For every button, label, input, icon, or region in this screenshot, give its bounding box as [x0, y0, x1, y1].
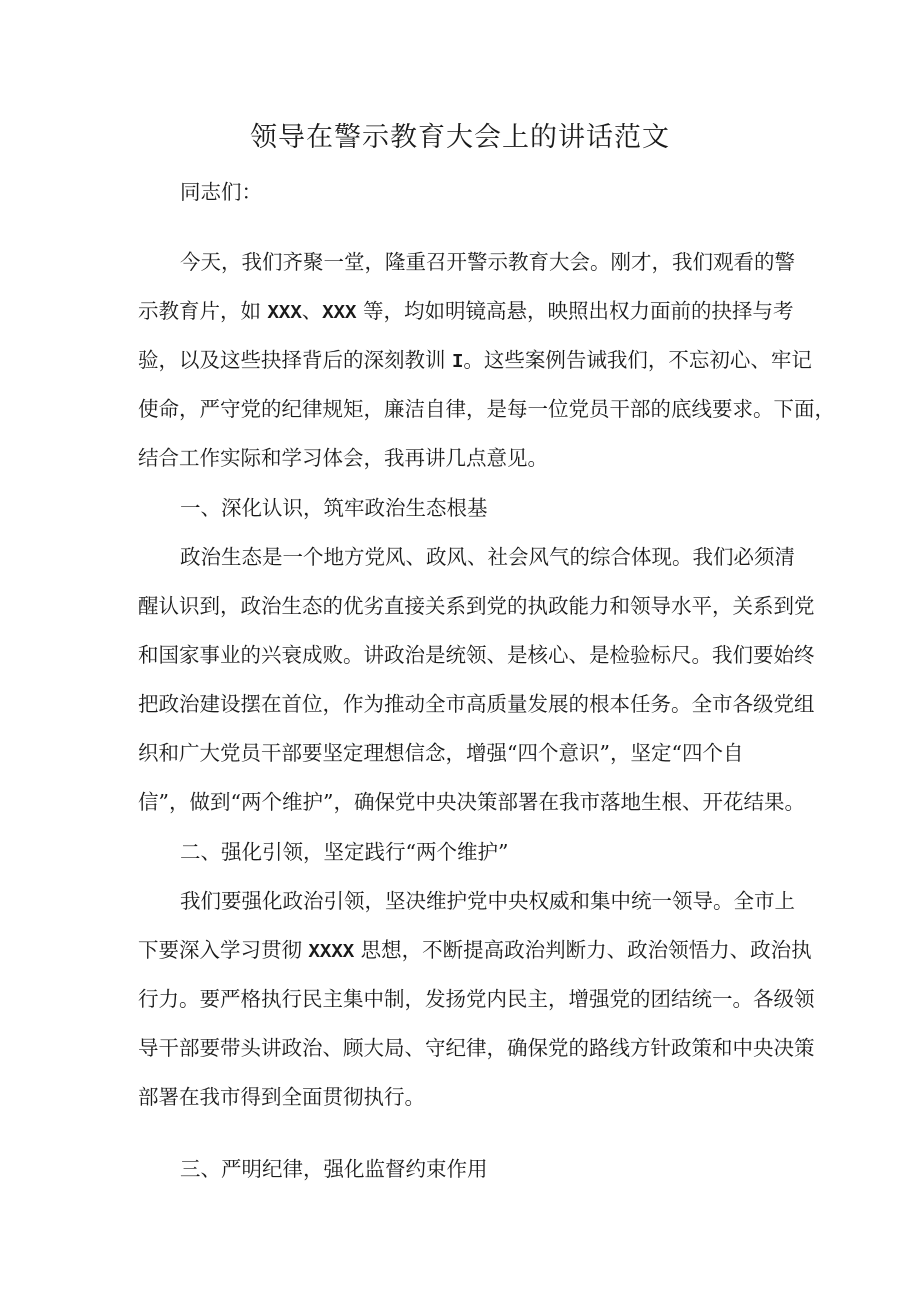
- section-2-line-2-text-c: 思想，不断提高政治判断力、政治领悟力、政治执: [354, 938, 812, 962]
- section-2-line-2: [138, 930, 812, 970]
- section-2-line-3: 行力。要严格执行民主集中制，发扬党内民主，增强党的团结统一。各级领: [138, 987, 815, 1011]
- section-2-line-4: 导干部要带头讲政治、顾大局、守纪律，确保党的路线方针政策和中央决策: [138, 1036, 815, 1060]
- intro-line-2: [138, 291, 793, 331]
- section-2-line-5: 部署在我市得到全面贯彻执行。: [138, 1085, 425, 1109]
- intro-line-4: 使命，严守党的纪律规矩，廉洁自律，是每一位党员干部的底线要求。下面，: [138, 397, 835, 421]
- placeholder-name-2: XXX: [322, 302, 357, 324]
- section-1-line-3: 和国家事业的兴衰成败。讲政治是统领、是核心、是检验标尺。我们要始终: [138, 643, 815, 667]
- section-1-line-4: 把政治建设摆在首位，作为推动全市高质量发展的根本任务。全市各级党组: [138, 692, 815, 716]
- section-2-line-1: 我们要强化政治引领，坚决维护党中央权威和集中统一领导。全市上: [180, 889, 795, 913]
- intro-line-3-text-a: 验，以及这些抉择背后的深刻教训: [138, 348, 453, 372]
- intro-line-5: 结合工作实际和学习体会，我再讲几点意见。: [138, 446, 548, 470]
- intro-line-1: 今天，我们齐聚一堂，隆重召开警示教育大会。刚才，我们观看的警: [180, 250, 795, 274]
- section-1-line-5: 织和广大党员干部要坚定理想信念，增强“四个意识”，坚定“四个自: [138, 741, 744, 765]
- intro-line-3: [138, 340, 812, 380]
- section-3-heading: 三、严明纪律，强化监督约束作用: [180, 1157, 488, 1181]
- stray-character: I: [452, 351, 464, 373]
- section-2-line-2-text-a: 下要深入学习贯彻: [138, 938, 309, 962]
- placeholder-name-1: XXX: [267, 302, 302, 324]
- section-1-line-1: 政治生态是一个地方党风、政风、社会风气的综合体现。我们必须清: [180, 545, 795, 569]
- section-1-heading: 一、深化认识，筑牢政治生态根基: [180, 496, 488, 520]
- intro-line-3-text-c: 。这些案例告诫我们，不忘初心、牢记: [463, 348, 812, 372]
- placeholder-thought: XXXX: [308, 941, 355, 963]
- intro-line-2-text-c: 、: [301, 299, 323, 323]
- page-title: 领导在警示教育大会上的讲话范文: [250, 122, 670, 153]
- section-1-line-6: 信”，做到“两个维护”，确保党中央决策部署在我市落地生根、开花结果。: [138, 790, 805, 814]
- intro-line-2-text-a: 示教育片，如: [138, 299, 268, 323]
- intro-line-2-text-e: 等，均如明镜高悬，映照出权力面前的抉择与考: [356, 299, 794, 323]
- section-2-heading: 二、强化引领，坚定践行“两个维护”: [180, 840, 509, 864]
- salutation: 同志们：: [180, 180, 262, 204]
- section-1-line-2: 醒认识到，政治生态的优劣直接关系到党的执政能力和领导水平，关系到党: [138, 594, 815, 618]
